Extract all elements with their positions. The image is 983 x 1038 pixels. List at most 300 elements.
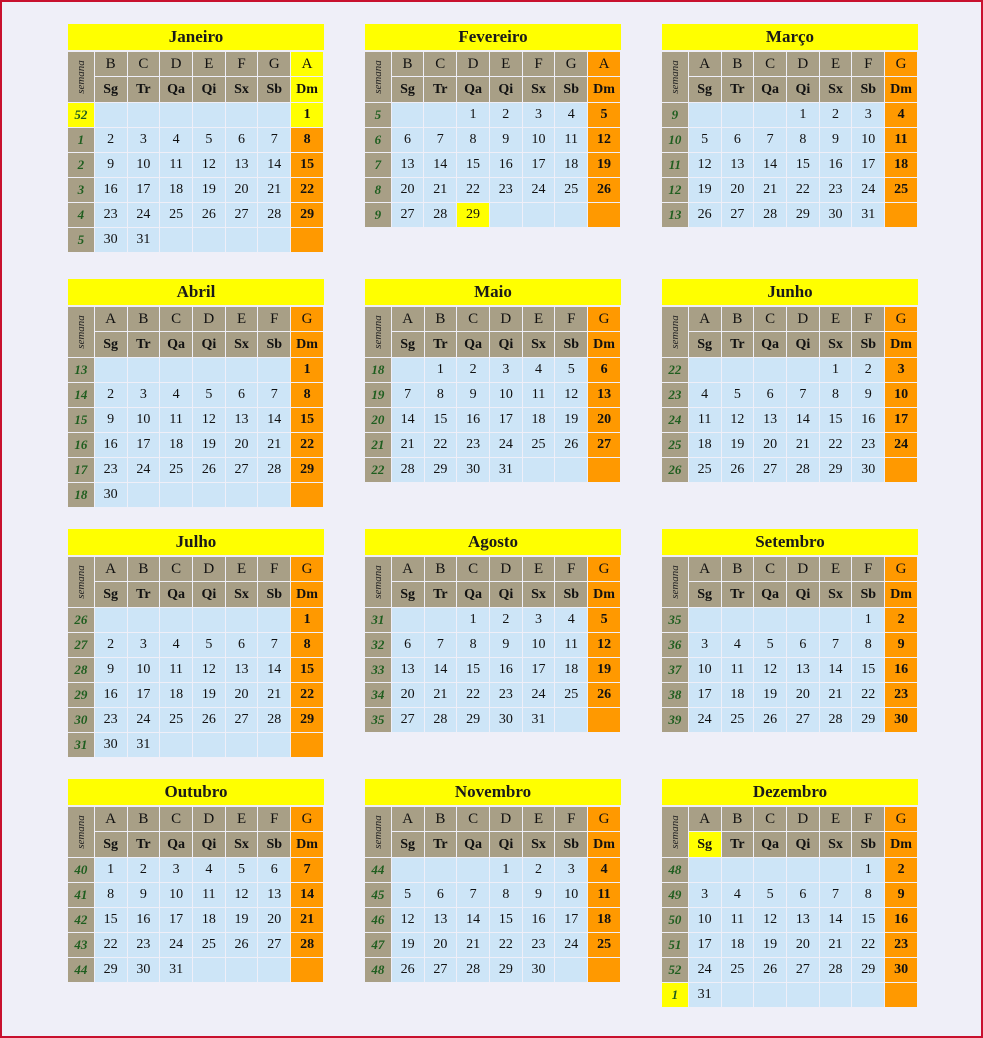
day-cell[interactable]: 2 <box>95 128 127 152</box>
day-cell[interactable]: 14 <box>820 658 852 682</box>
day-cell[interactable]: 15 <box>852 908 884 932</box>
day-cell[interactable]: 1 <box>820 358 852 382</box>
day-cell[interactable]: 3 <box>555 858 587 882</box>
day-cell[interactable]: 30 <box>95 733 127 757</box>
day-cell[interactable]: 9 <box>523 883 555 907</box>
day-cell[interactable]: 23 <box>885 683 917 707</box>
day-cell[interactable]: 26 <box>588 178 620 202</box>
day-cell[interactable]: 12 <box>193 658 225 682</box>
day-cell[interactable]: 15 <box>820 408 852 432</box>
day-cell[interactable]: 17 <box>490 408 522 432</box>
day-cell[interactable]: 20 <box>787 933 819 957</box>
day-cell[interactable]: 25 <box>689 458 721 482</box>
day-cell[interactable]: 5 <box>588 103 620 127</box>
day-cell[interactable]: 26 <box>392 958 424 982</box>
day-cell[interactable]: 1 <box>787 103 819 127</box>
day-cell[interactable]: 9 <box>490 128 522 152</box>
day-cell[interactable]: 10 <box>885 383 917 407</box>
day-cell[interactable]: 11 <box>689 408 721 432</box>
day-cell[interactable]: 26 <box>754 958 786 982</box>
day-cell[interactable]: 29 <box>291 203 323 227</box>
day-cell[interactable]: 21 <box>425 683 457 707</box>
day-cell[interactable]: 27 <box>258 933 290 957</box>
day-cell[interactable]: 20 <box>754 433 786 457</box>
day-cell[interactable]: 23 <box>95 708 127 732</box>
day-cell[interactable]: 4 <box>160 128 192 152</box>
day-cell[interactable]: 24 <box>689 958 721 982</box>
day-cell[interactable]: 8 <box>820 383 852 407</box>
day-cell[interactable]: 4 <box>722 633 754 657</box>
day-cell[interactable]: 31 <box>160 958 192 982</box>
day-cell[interactable]: 10 <box>523 128 555 152</box>
day-cell[interactable]: 28 <box>258 458 290 482</box>
day-cell[interactable]: 5 <box>754 633 786 657</box>
day-cell[interactable]: 29 <box>291 458 323 482</box>
day-cell[interactable]: 4 <box>193 858 225 882</box>
day-cell[interactable]: 29 <box>291 708 323 732</box>
day-cell[interactable]: 24 <box>852 178 884 202</box>
day-cell[interactable]: 12 <box>392 908 424 932</box>
day-cell[interactable]: 3 <box>128 633 160 657</box>
day-cell[interactable]: 17 <box>689 933 721 957</box>
day-cell[interactable]: 4 <box>885 103 917 127</box>
day-cell[interactable]: 21 <box>424 178 456 202</box>
day-cell[interactable]: 2 <box>820 103 852 127</box>
day-cell[interactable]: 19 <box>226 908 258 932</box>
day-cell[interactable]: 4 <box>160 383 192 407</box>
day-cell[interactable]: 26 <box>226 933 258 957</box>
day-cell[interactable]: 23 <box>490 683 522 707</box>
day-cell[interactable]: 3 <box>160 858 192 882</box>
day-cell[interactable]: 27 <box>425 958 457 982</box>
day-cell[interactable]: 22 <box>291 178 323 202</box>
day-cell[interactable]: 30 <box>820 203 852 227</box>
day-cell[interactable]: 1 <box>852 858 884 882</box>
day-cell[interactable]: 22 <box>291 683 323 707</box>
day-cell[interactable]: 12 <box>754 658 786 682</box>
day-cell[interactable]: 26 <box>193 203 225 227</box>
day-cell[interactable]: 23 <box>820 178 852 202</box>
day-cell[interactable]: 28 <box>392 458 424 482</box>
day-cell[interactable]: 15 <box>95 908 127 932</box>
day-cell[interactable]: 24 <box>128 203 160 227</box>
day-cell[interactable]: 20 <box>258 908 290 932</box>
day-cell[interactable]: 18 <box>160 683 192 707</box>
day-cell[interactable]: 21 <box>291 908 323 932</box>
day-cell[interactable]: 4 <box>523 358 555 382</box>
day-cell[interactable]: 6 <box>754 383 786 407</box>
day-cell[interactable]: 6 <box>258 858 290 882</box>
day-cell[interactable]: 13 <box>392 153 424 177</box>
day-cell[interactable]: 29 <box>457 203 489 227</box>
day-cell[interactable]: 11 <box>722 658 754 682</box>
day-cell[interactable]: 22 <box>291 433 323 457</box>
day-cell[interactable]: 11 <box>555 633 587 657</box>
day-cell[interactable]: 12 <box>193 408 225 432</box>
day-cell[interactable]: 26 <box>588 683 620 707</box>
day-cell[interactable]: 26 <box>689 203 721 227</box>
day-cell[interactable]: 16 <box>523 908 555 932</box>
day-cell[interactable]: 3 <box>128 128 160 152</box>
day-cell[interactable]: 5 <box>754 883 786 907</box>
day-cell[interactable]: 13 <box>392 658 424 682</box>
day-cell[interactable]: 15 <box>787 153 819 177</box>
day-cell[interactable]: 15 <box>490 908 522 932</box>
day-cell[interactable]: 17 <box>885 408 917 432</box>
day-cell[interactable]: 17 <box>128 683 160 707</box>
day-cell[interactable]: 25 <box>160 203 192 227</box>
day-cell[interactable]: 21 <box>787 433 819 457</box>
day-cell[interactable]: 11 <box>885 128 917 152</box>
day-cell[interactable]: 3 <box>689 883 721 907</box>
day-cell[interactable]: 9 <box>95 658 127 682</box>
day-cell[interactable]: 27 <box>754 458 786 482</box>
day-cell[interactable]: 24 <box>523 683 555 707</box>
day-cell[interactable]: 24 <box>490 433 522 457</box>
day-cell[interactable]: 25 <box>722 708 754 732</box>
day-cell[interactable]: 2 <box>457 358 489 382</box>
day-cell[interactable]: 10 <box>689 908 721 932</box>
day-cell[interactable]: 4 <box>160 633 192 657</box>
day-cell[interactable]: 22 <box>787 178 819 202</box>
day-cell[interactable]: 4 <box>588 858 620 882</box>
day-cell[interactable]: 19 <box>555 408 587 432</box>
day-cell[interactable]: 25 <box>160 708 192 732</box>
day-cell[interactable]: 28 <box>258 708 290 732</box>
day-cell[interactable]: 4 <box>555 608 587 632</box>
day-cell[interactable]: 16 <box>95 433 127 457</box>
day-cell[interactable]: 9 <box>490 633 522 657</box>
day-cell[interactable]: 11 <box>160 153 192 177</box>
day-cell[interactable]: 24 <box>689 708 721 732</box>
day-cell[interactable]: 6 <box>392 633 424 657</box>
day-cell[interactable]: 25 <box>193 933 225 957</box>
day-cell[interactable]: 18 <box>689 433 721 457</box>
day-cell[interactable]: 1 <box>457 103 489 127</box>
day-cell[interactable]: 17 <box>689 683 721 707</box>
day-cell[interactable]: 6 <box>787 883 819 907</box>
day-cell[interactable]: 7 <box>424 128 456 152</box>
day-cell[interactable]: 5 <box>555 358 587 382</box>
day-cell[interactable]: 1 <box>291 358 323 382</box>
day-cell[interactable]: 14 <box>258 658 290 682</box>
day-cell[interactable]: 20 <box>226 683 258 707</box>
day-cell[interactable]: 19 <box>193 433 225 457</box>
day-cell[interactable]: 30 <box>523 958 555 982</box>
day-cell[interactable]: 25 <box>885 178 917 202</box>
day-cell[interactable]: 27 <box>787 708 819 732</box>
day-cell[interactable]: 16 <box>820 153 852 177</box>
day-cell[interactable]: 10 <box>160 883 192 907</box>
day-cell[interactable]: 17 <box>160 908 192 932</box>
day-cell[interactable]: 28 <box>820 708 852 732</box>
day-cell[interactable]: 2 <box>95 633 127 657</box>
day-cell[interactable]: 23 <box>128 933 160 957</box>
day-cell[interactable]: 7 <box>258 128 290 152</box>
day-cell[interactable]: 2 <box>128 858 160 882</box>
day-cell[interactable]: 16 <box>128 908 160 932</box>
day-cell[interactable]: 11 <box>523 383 555 407</box>
day-cell[interactable]: 8 <box>291 128 323 152</box>
day-cell[interactable]: 25 <box>588 933 620 957</box>
day-cell[interactable]: 14 <box>258 408 290 432</box>
day-cell[interactable]: 30 <box>128 958 160 982</box>
day-cell[interactable]: 1 <box>291 608 323 632</box>
day-cell[interactable]: 23 <box>490 178 522 202</box>
day-cell[interactable]: 12 <box>588 633 620 657</box>
day-cell[interactable]: 13 <box>258 883 290 907</box>
day-cell[interactable]: 11 <box>160 658 192 682</box>
day-cell[interactable]: 8 <box>457 128 489 152</box>
day-cell[interactable]: 13 <box>425 908 457 932</box>
day-cell[interactable]: 17 <box>523 153 555 177</box>
day-cell[interactable]: 16 <box>457 408 489 432</box>
day-cell[interactable]: 11 <box>722 908 754 932</box>
day-cell[interactable]: 10 <box>128 658 160 682</box>
day-cell[interactable]: 20 <box>722 178 754 202</box>
day-cell[interactable]: 30 <box>852 458 884 482</box>
day-cell[interactable]: 30 <box>95 483 127 507</box>
day-cell[interactable]: 13 <box>787 658 819 682</box>
day-cell[interactable]: 8 <box>95 883 127 907</box>
day-cell[interactable]: 18 <box>160 433 192 457</box>
day-cell[interactable]: 31 <box>852 203 884 227</box>
day-cell[interactable]: 19 <box>392 933 424 957</box>
day-cell[interactable]: 10 <box>523 633 555 657</box>
day-cell[interactable]: 29 <box>425 458 457 482</box>
day-cell[interactable]: 6 <box>226 383 258 407</box>
day-cell[interactable]: 28 <box>457 958 489 982</box>
day-cell[interactable]: 23 <box>885 933 917 957</box>
day-cell[interactable]: 1 <box>852 608 884 632</box>
day-cell[interactable]: 24 <box>160 933 192 957</box>
day-cell[interactable]: 2 <box>852 358 884 382</box>
day-cell[interactable]: 18 <box>722 933 754 957</box>
day-cell[interactable]: 16 <box>490 153 522 177</box>
day-cell[interactable]: 12 <box>555 383 587 407</box>
day-cell[interactable]: 31 <box>490 458 522 482</box>
day-cell[interactable]: 19 <box>588 153 620 177</box>
day-cell[interactable]: 27 <box>392 708 424 732</box>
day-cell[interactable]: 24 <box>555 933 587 957</box>
day-cell[interactable]: 5 <box>722 383 754 407</box>
day-cell[interactable]: 15 <box>457 153 489 177</box>
day-cell[interactable]: 7 <box>820 883 852 907</box>
day-cell[interactable]: 22 <box>95 933 127 957</box>
day-cell[interactable]: 3 <box>885 358 917 382</box>
day-cell[interactable]: 11 <box>160 408 192 432</box>
day-cell[interactable]: 12 <box>588 128 620 152</box>
day-cell[interactable]: 14 <box>392 408 424 432</box>
day-cell[interactable]: 18 <box>555 658 587 682</box>
day-cell[interactable]: 8 <box>490 883 522 907</box>
day-cell[interactable]: 5 <box>392 883 424 907</box>
day-cell[interactable]: 20 <box>392 683 424 707</box>
day-cell[interactable]: 2 <box>885 608 917 632</box>
day-cell[interactable]: 16 <box>885 658 917 682</box>
day-cell[interactable]: 6 <box>588 358 620 382</box>
day-cell[interactable]: 24 <box>523 178 555 202</box>
day-cell[interactable]: 19 <box>754 683 786 707</box>
day-cell[interactable]: 7 <box>425 633 457 657</box>
day-cell[interactable]: 6 <box>722 128 754 152</box>
day-cell[interactable]: 22 <box>457 683 489 707</box>
day-cell[interactable]: 18 <box>588 908 620 932</box>
day-cell[interactable]: 27 <box>588 433 620 457</box>
day-cell[interactable]: 21 <box>258 433 290 457</box>
day-cell[interactable]: 14 <box>754 153 786 177</box>
day-cell[interactable]: 27 <box>787 958 819 982</box>
day-cell[interactable]: 23 <box>523 933 555 957</box>
day-cell[interactable]: 3 <box>128 383 160 407</box>
day-cell[interactable]: 8 <box>291 383 323 407</box>
day-cell[interactable]: 25 <box>523 433 555 457</box>
day-cell[interactable]: 26 <box>754 708 786 732</box>
day-cell[interactable]: 31 <box>689 983 721 1007</box>
day-cell[interactable]: 5 <box>689 128 721 152</box>
day-cell[interactable]: 4 <box>722 883 754 907</box>
day-cell[interactable]: 7 <box>787 383 819 407</box>
day-cell[interactable]: 7 <box>392 383 424 407</box>
day-cell[interactable]: 7 <box>820 633 852 657</box>
day-cell[interactable]: 21 <box>820 683 852 707</box>
day-cell[interactable]: 15 <box>852 658 884 682</box>
day-cell[interactable]: 7 <box>754 128 786 152</box>
day-cell[interactable]: 3 <box>852 103 884 127</box>
day-cell[interactable]: 14 <box>258 153 290 177</box>
day-cell[interactable]: 19 <box>722 433 754 457</box>
day-cell[interactable]: 27 <box>722 203 754 227</box>
day-cell[interactable]: 28 <box>258 203 290 227</box>
day-cell[interactable]: 8 <box>457 633 489 657</box>
day-cell[interactable]: 18 <box>722 683 754 707</box>
day-cell[interactable]: 5 <box>193 383 225 407</box>
day-cell[interactable]: 7 <box>258 633 290 657</box>
day-cell[interactable]: 4 <box>689 383 721 407</box>
day-cell[interactable]: 27 <box>226 203 258 227</box>
day-cell[interactable]: 6 <box>425 883 457 907</box>
day-cell[interactable]: 9 <box>457 383 489 407</box>
day-cell[interactable]: 29 <box>95 958 127 982</box>
day-cell[interactable]: 2 <box>885 858 917 882</box>
day-cell[interactable]: 20 <box>392 178 424 202</box>
day-cell[interactable]: 23 <box>95 203 127 227</box>
day-cell[interactable]: 1 <box>291 103 323 127</box>
day-cell[interactable]: 12 <box>193 153 225 177</box>
day-cell[interactable]: 6 <box>226 128 258 152</box>
day-cell[interactable]: 6 <box>226 633 258 657</box>
day-cell[interactable]: 18 <box>523 408 555 432</box>
day-cell[interactable]: 26 <box>193 708 225 732</box>
day-cell[interactable]: 19 <box>754 933 786 957</box>
day-cell[interactable]: 25 <box>555 178 587 202</box>
day-cell[interactable]: 27 <box>226 708 258 732</box>
day-cell[interactable]: 13 <box>226 658 258 682</box>
day-cell[interactable]: 7 <box>457 883 489 907</box>
day-cell[interactable]: 25 <box>555 683 587 707</box>
day-cell[interactable]: 25 <box>722 958 754 982</box>
day-cell[interactable]: 21 <box>457 933 489 957</box>
day-cell[interactable]: 9 <box>128 883 160 907</box>
day-cell[interactable]: 28 <box>425 708 457 732</box>
day-cell[interactable]: 16 <box>852 408 884 432</box>
day-cell[interactable]: 17 <box>555 908 587 932</box>
day-cell[interactable]: 9 <box>852 383 884 407</box>
day-cell[interactable]: 10 <box>128 153 160 177</box>
day-cell[interactable]: 21 <box>754 178 786 202</box>
day-cell[interactable]: 3 <box>689 633 721 657</box>
day-cell[interactable]: 28 <box>820 958 852 982</box>
day-cell[interactable]: 7 <box>291 858 323 882</box>
day-cell[interactable]: 30 <box>885 708 917 732</box>
day-cell[interactable]: 24 <box>128 708 160 732</box>
day-cell[interactable]: 24 <box>128 458 160 482</box>
day-cell[interactable]: 9 <box>95 408 127 432</box>
day-cell[interactable]: 12 <box>722 408 754 432</box>
day-cell[interactable]: 14 <box>457 908 489 932</box>
day-cell[interactable]: 15 <box>291 658 323 682</box>
day-cell[interactable]: 5 <box>193 633 225 657</box>
day-cell[interactable]: 13 <box>588 383 620 407</box>
day-cell[interactable]: 18 <box>885 153 917 177</box>
day-cell[interactable]: 26 <box>555 433 587 457</box>
day-cell[interactable]: 15 <box>425 408 457 432</box>
day-cell[interactable]: 29 <box>490 958 522 982</box>
day-cell[interactable]: 18 <box>193 908 225 932</box>
day-cell[interactable]: 16 <box>885 908 917 932</box>
day-cell[interactable]: 2 <box>95 383 127 407</box>
day-cell[interactable]: 26 <box>193 458 225 482</box>
day-cell[interactable]: 22 <box>852 933 884 957</box>
day-cell[interactable]: 21 <box>820 933 852 957</box>
day-cell[interactable]: 29 <box>457 708 489 732</box>
day-cell[interactable]: 20 <box>588 408 620 432</box>
day-cell[interactable]: 3 <box>490 358 522 382</box>
day-cell[interactable]: 23 <box>95 458 127 482</box>
day-cell[interactable]: 10 <box>689 658 721 682</box>
day-cell[interactable]: 4 <box>555 103 587 127</box>
day-cell[interactable]: 15 <box>291 153 323 177</box>
day-cell[interactable]: 17 <box>128 178 160 202</box>
day-cell[interactable]: 11 <box>193 883 225 907</box>
day-cell[interactable]: 18 <box>160 178 192 202</box>
day-cell[interactable]: 10 <box>490 383 522 407</box>
day-cell[interactable]: 19 <box>193 178 225 202</box>
day-cell[interactable]: 31 <box>128 228 160 252</box>
day-cell[interactable]: 17 <box>128 433 160 457</box>
day-cell[interactable]: 19 <box>193 683 225 707</box>
day-cell[interactable]: 14 <box>424 153 456 177</box>
day-cell[interactable]: 22 <box>852 683 884 707</box>
day-cell[interactable]: 12 <box>689 153 721 177</box>
day-cell[interactable]: 21 <box>392 433 424 457</box>
day-cell[interactable]: 21 <box>258 683 290 707</box>
day-cell[interactable]: 20 <box>425 933 457 957</box>
day-cell[interactable]: 26 <box>722 458 754 482</box>
day-cell[interactable]: 2 <box>490 608 522 632</box>
day-cell[interactable]: 28 <box>424 203 456 227</box>
day-cell[interactable]: 8 <box>291 633 323 657</box>
day-cell[interactable]: 9 <box>885 633 917 657</box>
day-cell[interactable]: 13 <box>754 408 786 432</box>
day-cell[interactable]: 11 <box>555 128 587 152</box>
day-cell[interactable]: 16 <box>490 658 522 682</box>
day-cell[interactable]: 22 <box>457 178 489 202</box>
day-cell[interactable]: 8 <box>425 383 457 407</box>
day-cell[interactable]: 5 <box>193 128 225 152</box>
day-cell[interactable]: 31 <box>523 708 555 732</box>
day-cell[interactable]: 25 <box>160 458 192 482</box>
